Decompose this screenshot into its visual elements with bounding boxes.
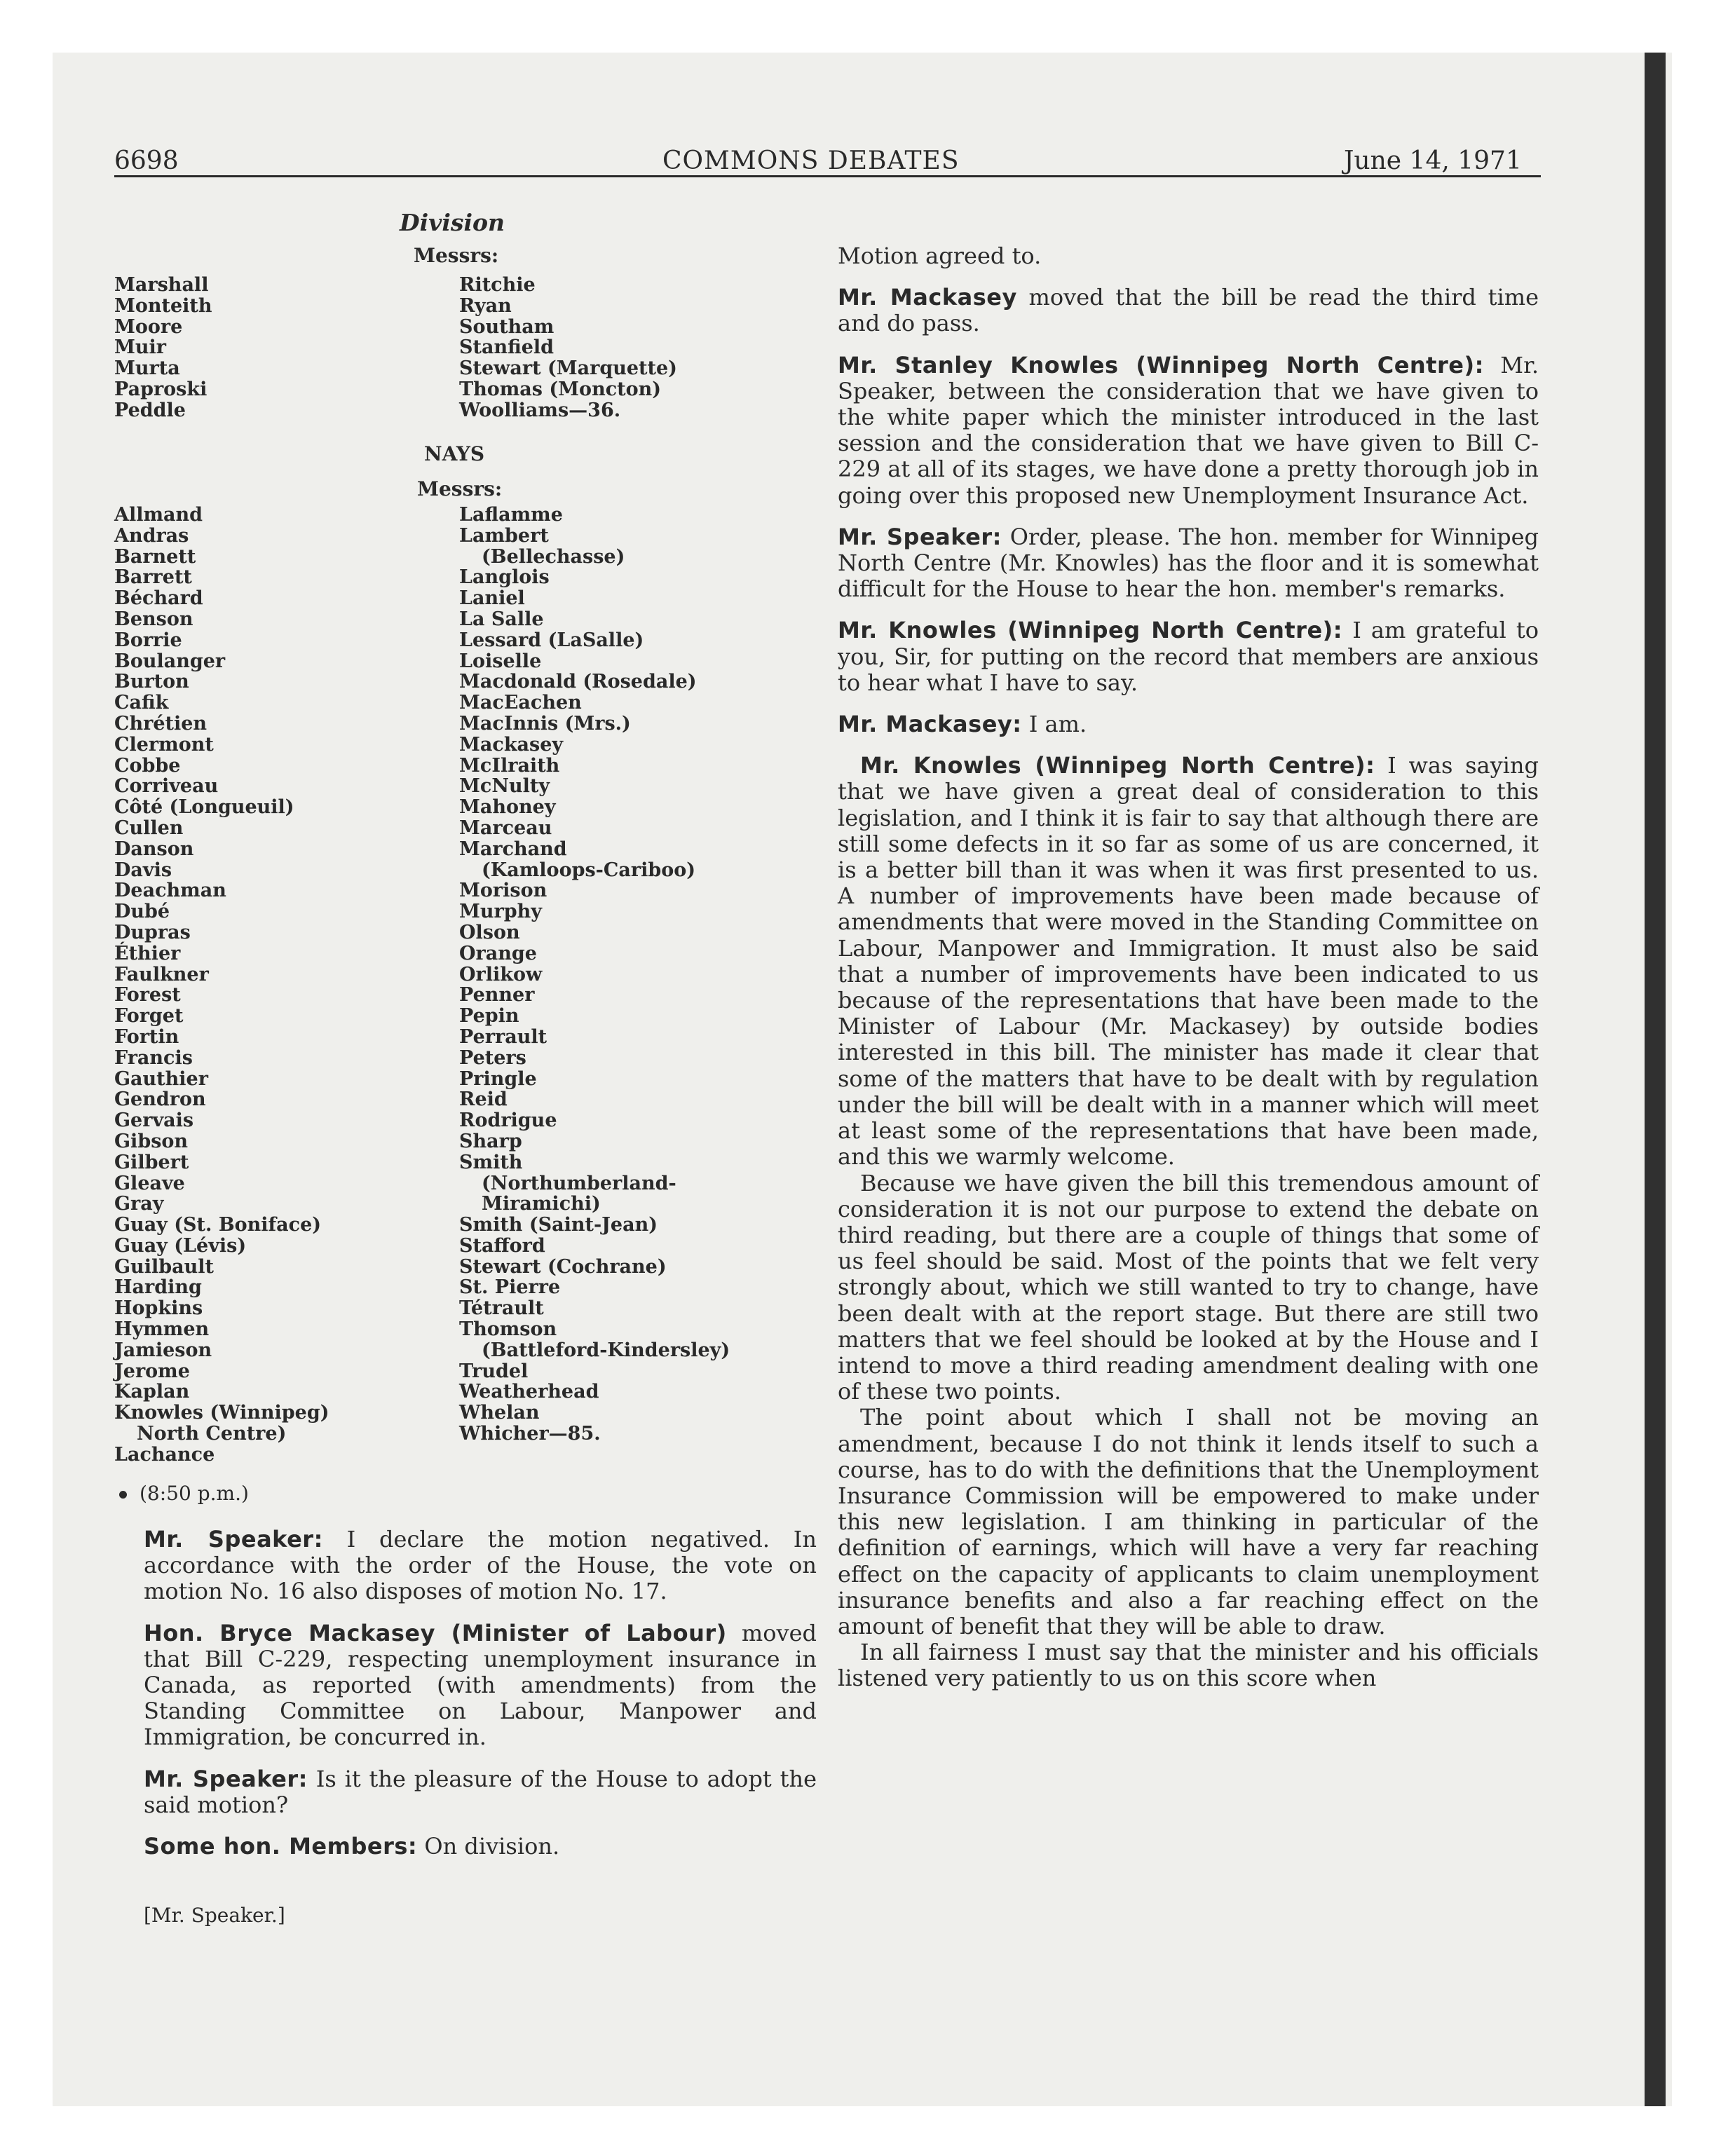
nays-list-col1 [114,505,329,1466]
member-name: Pringle [459,1067,537,1090]
member-name: Peddle [114,399,186,421]
member-name: Macdonald (Rosedale) [459,671,697,693]
member-name: Southam [459,315,554,338]
speech-text: I was saying that we have given a great deal of consideration to this legislation, and I think it is fair to say that although there are still some defects in it so far as some of us are concerned, it is a better bill than it was when it was first presented to us. A number of improvements have been made because of amendments that were moved in the Standing Committee on Labour, Manpower and Immigration. It must also be said that a number of improvements have been indicated to us because of the representations that have been made to the Minister of Labour (Mr. Mackasey) by outside bodies interested in this bill. The minister has made it clear that some of the matters that have to be dealt with by regulation under the bill will be dealt with in a manner which will meet at least some of the representations that have been made, and this we warmly welcome. [838,752,1539,1171]
member-name: Marchand [459,838,567,860]
member-name: Stanfield [459,336,554,359]
speech-text: moved that the bill be read the third time and do pass. [838,284,1539,337]
speech-text: Order, please. The hon. member for Winnipeg North Centre (Mr. Knowles) has the floor and it is somewhat difficult for the House to hear the hon. member's remarks. [838,523,1539,603]
speaker-name: Mr. Knowles (Winnipeg North Centre): [838,617,1343,644]
speaker-name: Mr. Stanley Knowles (Winnipeg North Centre): [838,351,1484,378]
member-name: Morison [459,880,547,902]
member-name: Hymmen [114,1318,210,1341]
member-name: (Bellechasse) [482,545,625,568]
member-name: Rodrigue [459,1110,557,1132]
member-name: Whelan [459,1402,540,1424]
member-name: Loiselle [459,650,542,672]
member-name: Reid [459,1089,508,1111]
member-name: Béchard [114,587,203,610]
member-name: Barrett [114,566,192,589]
member-name: Ritchie [459,274,536,296]
member-name: Guay (St. Boniface) [114,1214,322,1236]
speech [144,1766,817,1818]
member-name: Murphy [459,901,542,923]
member-name: Gleave [114,1172,185,1194]
member-name: Woolliams—36. [459,399,621,421]
member-name: Gauthier [114,1067,208,1090]
speech [838,711,1539,737]
member-name: Forget [114,1005,184,1028]
member-name: Gilbert [114,1151,189,1173]
motion-agreed: Motion agreed to. [838,243,1042,269]
member-name: MacInnis (Mrs.) [459,712,631,735]
member-name: McIlraith [459,754,560,777]
page-number: 6698 [114,146,179,175]
member-name: Lachance [114,1443,215,1466]
member-name: Cullen [114,817,184,839]
member-name: Gray [114,1193,164,1215]
member-name: Lessard (LaSalle) [459,629,644,651]
speech [838,285,1539,336]
nays-title: NAYS [424,442,485,465]
member-name: Knowles (Winnipeg) [114,1402,329,1424]
member-name: Forest [114,984,181,1007]
left-speeches [144,1527,817,1875]
speech-text: Mr. Speaker, between the consideration that we have given to the white paper which the minister introduced in the last session and the consideration that we have given to Bill C-229 at all of its stages, we have done a pretty thorough job in going over this proposed new Unemployment Insurance Act. [838,351,1539,509]
yeas-list-col1 [114,275,212,421]
right-column [838,243,1539,1692]
member-name: Smith (Saint-Jean) [459,1214,658,1236]
member-name: Borrie [114,629,182,651]
member-name: Laniel [459,587,525,610]
member-name: Allmand [114,504,203,526]
member-name: Perrault [459,1025,547,1048]
member-name: Barnett [114,545,196,568]
speaker-name: Some hon. Members: [144,1833,418,1860]
member-name: Gendron [114,1089,206,1111]
member-name: Paproski [114,378,207,400]
time-stamp-text: (8:50 p.m.) [140,1482,249,1505]
member-name: Guilbault [114,1255,214,1278]
member-name: Éthier [114,942,181,964]
speech-text: I am grateful to you, Sir, for putting on the record that members are anxious to hear what I have to say. [838,617,1539,696]
speech-text: I am. [1028,711,1087,738]
member-name: Marceau [459,817,552,839]
member-name: Cafik [114,692,169,714]
member-name: Burton [114,671,189,693]
member-name: Dubé [114,901,170,923]
member-name: Côté (Longueuil) [114,796,294,819]
speech [838,353,1539,509]
member-name: Peters [459,1046,526,1069]
member-name: Orlikow [459,963,543,985]
speech [144,1621,817,1751]
member-name: Kaplan [114,1381,190,1403]
member-name: Danson [114,838,194,860]
member-name: Mahoney [459,796,556,819]
speech-paragraph: The point about which I shall not be moving an amendment, because I do not think it lends itself to such a course, has to do with the definitions that the Unemployment Insurance Commission will be empowered to make under this new legislation. I am thinking in particular of the definition of earnings, which will have a very far reaching effect on the capacity of applicants to claim unemployment insurance benefits and also a far reaching effect on the amount of benefit that they will be able to draw. [838,1404,1539,1639]
member-name: Weatherhead [459,1381,599,1403]
member-name: Stewart (Marquette) [459,357,677,380]
page-title: COMMONS DEBATES [662,146,960,175]
speaker-name: Hon. Bryce Mackasey (Minister of Labour) [144,1619,727,1646]
member-name: Harding [114,1276,202,1299]
yeas-label: Messrs: [414,244,499,267]
speech-text: Is it the pleasure of the House to adopt the said motion? [144,1765,817,1818]
speaker-name: Mr. Mackasey [838,284,1017,311]
scan-edge [1645,53,1666,2106]
member-name: Benson [114,608,193,630]
member-name: Stafford [459,1234,545,1257]
member-name: Pepin [459,1005,519,1028]
nays-list-col2 [459,505,730,1445]
member-name: Stewart (Cochrane) [459,1255,667,1278]
member-name: Guay (Lévis) [114,1234,247,1257]
speech-paragraph: In all fairness I must say that the minister and his officials listened very patiently to us on this score when [838,1639,1539,1692]
member-name: Laflamme [459,504,563,526]
bullet-icon [119,1491,127,1499]
page-date: June 14, 1971 [1344,146,1522,175]
member-name: Jerome [114,1360,190,1382]
member-name: Thomson [459,1318,557,1341]
member-name: Andras [114,524,189,547]
member-name: Deachman [114,880,226,902]
member-name: Trudel [459,1360,529,1382]
speaker-name: Mr. Speaker: [838,523,1002,550]
member-name: Moore [114,315,183,338]
yeas-list-col2 [459,275,677,421]
speaker-note: [Mr. Speaker.] [144,1904,285,1927]
speech [838,753,1539,1170]
member-name: Boulanger [114,650,226,672]
member-name: Whicher—85. [459,1423,601,1445]
member-name: Dupras [114,921,191,943]
member-name: Marshall [114,274,209,296]
member-name: Monteith [114,294,212,317]
time-stamp [119,1483,249,1504]
speech-text: I declare the motion negatived. In accordance with the order of the House, the vote on motion No. 16 also disposes of motion No. 17. [144,1526,817,1605]
member-name: Thomas (Moncton) [459,378,662,400]
member-name: Gervais [114,1110,194,1132]
member-name: Davis [114,859,172,881]
member-name: Orange [459,942,537,964]
member-name: Cobbe [114,754,181,777]
member-name: Ryan [459,294,512,317]
member-name: St. Pierre [459,1276,561,1299]
speaker-name: Mr. Speaker: [144,1765,308,1792]
member-name: Lambert [459,524,549,547]
member-name: Sharp [459,1130,522,1152]
member-name: North Centre) [137,1423,287,1445]
speech [838,618,1539,696]
nays-label: Messrs: [417,477,503,500]
speech [144,1527,817,1605]
member-name: (Northumberland- [482,1172,676,1194]
member-name: Faulkner [114,963,209,985]
speech-text: moved that Bill C-229, respecting unemployment insurance in Canada, as reported (with amendments) from the Standing Committee on Labour, Manpower and Immigration, be concurred in. [144,1619,817,1751]
header-rule [114,175,1541,177]
member-name: Murta [114,357,180,380]
member-name: Gibson [114,1130,189,1152]
speaker-name: Mr. Speaker: [144,1526,323,1553]
member-name: Corriveau [114,775,219,798]
member-name: MacEachen [459,692,582,714]
speaker-name: Mr. Knowles (Winnipeg North Centre): [860,752,1375,779]
member-name: (Kamloops-Cariboo) [482,859,696,881]
member-name: Mackasey [459,733,564,756]
member-name: Clermont [114,733,214,756]
member-name: La Salle [459,608,544,630]
member-name: Jamieson [114,1339,212,1361]
speech [144,1834,817,1860]
member-name: Francis [114,1046,193,1069]
speech-paragraph: Because we have given the bill this tremendous amount of consideration it is not our purpose to extend the debate on third reading, but there are a couple of things that some of us feel should be said. Most of the points that we felt very strongly about, which we still wanted to try to change, have been dealt with at the report stage. But there are still two matters that we feel should be looked at by the House and I intend to move a third reading amendment dealing with one of these two points. [838,1169,1539,1405]
speaker-name: Mr. Mackasey: [838,711,1022,738]
member-name: Langlois [459,566,550,589]
member-name: McNulty [459,775,550,798]
member-name: Chrétien [114,712,207,735]
member-name: Muir [114,336,166,359]
speech [838,524,1539,603]
member-name: Hopkins [114,1297,203,1320]
member-name: Penner [459,984,535,1007]
member-name: (Battleford-Kindersley) [482,1339,730,1361]
member-name: Miramichi) [482,1193,601,1215]
member-name: Smith [459,1151,523,1173]
speech-text: On division. [424,1833,560,1860]
member-name: Fortin [114,1025,179,1048]
member-name: Tétrault [459,1297,544,1320]
division-title: Division [400,209,505,236]
member-name: Olson [459,921,520,943]
